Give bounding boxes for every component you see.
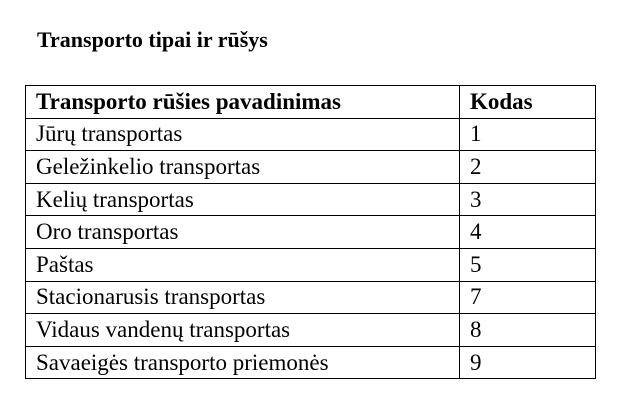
table-row [26, 281, 596, 314]
transport-types-table [25, 85, 596, 379]
transport-code-cell: 3 [460, 183, 596, 216]
column-header-code: Kodas [460, 86, 596, 119]
transport-name-cell: Paštas [26, 248, 460, 281]
transport-code-cell: 9 [460, 346, 596, 379]
document-title: Transporto tipai ir rūšys [37, 27, 268, 52]
table-row [26, 346, 596, 379]
transport-code-cell: 8 [460, 314, 596, 347]
table-row [26, 183, 596, 216]
transport-name-cell: Savaeigės transporto priemonės [26, 346, 460, 379]
transport-code-cell: 5 [460, 248, 596, 281]
table-row [26, 248, 596, 281]
transport-code-cell: 4 [460, 216, 596, 249]
table-row [26, 118, 596, 151]
transport-name-cell: Geležinkelio transportas [26, 151, 460, 184]
transport-name-cell: Kelių transportas [26, 183, 460, 216]
transport-code-cell: 7 [460, 281, 596, 314]
column-header-name: Transporto rūšies pavadinimas [26, 86, 460, 119]
table-header-row [26, 86, 596, 119]
transport-code-cell: 2 [460, 151, 596, 184]
table-row [26, 216, 596, 249]
transport-name-cell: Vidaus vandenų transportas [26, 314, 460, 347]
transport-code-cell: 1 [460, 118, 596, 151]
table-row [26, 151, 596, 184]
table-row [26, 314, 596, 347]
transport-name-cell: Oro transportas [26, 216, 460, 249]
transport-name-cell: Jūrų transportas [26, 118, 460, 151]
transport-name-cell: Stacionarusis transportas [26, 281, 460, 314]
